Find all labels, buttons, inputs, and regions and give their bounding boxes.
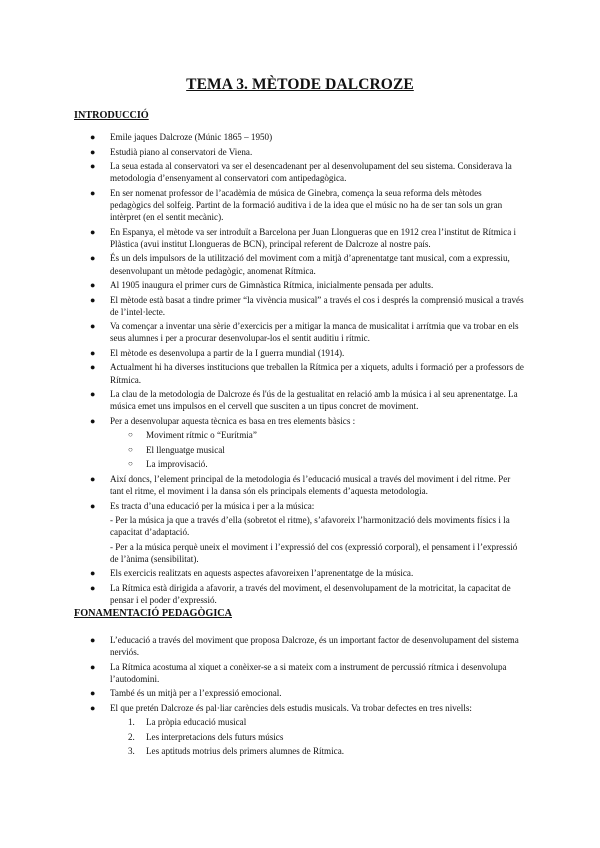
bullet-icon: ● [90, 187, 96, 198]
sublist [74, 429, 524, 470]
list-item: ● Per a desenvolupar aquesta tècnica es basa en tres elements bàsics : [90, 415, 356, 426]
list-item: ● El mètode es desenvolupa a partir de la I guerra mundial (1914). [90, 347, 345, 358]
list-item: ● És un dels impulsors de la utilització del moviment com a mitjà d’aprenentatge tant musical, com a expressiu, desenvolupant un mètode pedagògic, anomenat Rítmica. [90, 253, 510, 276]
numbered-item: 1. La pròpia educació musical [128, 717, 247, 728]
circle-bullet-icon: ○ [128, 444, 133, 454]
list-item: ● Al 1905 inaugura el primer curs de Gimnàstica Rítmica, inicialmente pensada per adults. [90, 280, 434, 291]
list-item: ● La clau de la metodologia de Dalcroze és l'ús de la gestualitat en relació amb la música i al seu aprenentatge. La música emet uns impulsos en el cervell que susciten a un tipus concret de moviment. [90, 389, 518, 412]
bullet-icon: ● [90, 226, 96, 237]
bullet-icon: ● [90, 389, 96, 400]
bullet-icon: ● [90, 161, 96, 171]
bullet-icon: ● [90, 253, 96, 264]
bullet-icon: ● [90, 146, 96, 157]
sublist-item: ○ La improvisació. [128, 459, 208, 470]
bullet-icon: ● [90, 568, 96, 579]
bullet-icon: ● [90, 635, 96, 645]
intro-list [74, 131, 524, 609]
bullet-icon: ● [90, 473, 96, 484]
paragraph-per-la-musica: - Per la música ja que a través d’ella (sobretot el ritme), s’afavoreix l’harmonització dels moviments físics i la capacitat d’adaptació. [110, 515, 510, 538]
fonamentacio-list [74, 634, 524, 760]
list-item: ● També és un mitjà per a l’expressió emocional. [90, 688, 282, 699]
list-item: ● L’educació a través del moviment que proposa Dalcroze, és un important factor de desenvolupament del sistema nerviós. [90, 635, 519, 658]
paragraph-per-a-la-musica: - Per a la música perquè uneix el moviment i l’expressió del cos (expressió corporal), el pensament i l’expressió de l’ànima (sensibilitat). [110, 541, 518, 564]
list-item: ● La seua estada al conservatori va ser el desencadenant per al desenvolupament del seu sistema. Considerava la metodologia d’ensenyament al conservatori com antipedagògica. [90, 161, 512, 184]
list-item: ● En Espanya, el mètode va ser introduït a Barcelona per Juan Llongueras que en 1912 crea l’institut de Rítmica i Plàstica (avui institut Llongueras de BCN), principal referent de Dalcroze al nostre país. [90, 226, 517, 249]
list-item: ● En ser nomenat professor de l’acadèmia de música de Ginebra, comença la seua reforma dels mètodes pedagògics del solfeig. Partint de la formació auditiva i de la idea que el músic no ha de ser tan sols un gran intèrpret (en el sentit mecànic). [90, 187, 503, 223]
list-item: ● El que pretén Dalcroze és pal·liar carències dels estudis musicals. Va trobar defectes en tres nivells: [90, 702, 472, 713]
list-item: ● La Rítmica acostuma al xiquet a conèixer-se a si mateix com a instrument de percussió rítmica i desenvolupa l’autodomini. [90, 661, 507, 684]
bullet-icon: ● [90, 500, 96, 511]
bullet-icon: ● [90, 702, 96, 713]
section-heading-fonamentacio: FONAMENTACIÓ PEDAGÒGICA [74, 608, 232, 619]
list-item: ● Es tracta d’una educació per la música i per a la música: [90, 500, 315, 511]
bullet-icon: ● [90, 280, 96, 291]
bullet-icon: ● [90, 415, 96, 426]
bullet-icon: ● [90, 688, 96, 699]
page-title: TEMA 3. MÈTODE DALCROZE [186, 76, 414, 93]
numbered-item: 3. Les aptituds motrius dels primers alumnes de Rítmica. [128, 746, 345, 757]
list-item: ● El mètode està basat a tindre primer “la vivència musical” a través el cos i després la comprensió musical a través de l’intel·lecte. [90, 294, 524, 317]
bullet-icon: ● [90, 132, 96, 142]
sublist-item: ○ Moviment rítmic o “Eurítmia” [128, 430, 257, 441]
list-item: ● Va començar a inventar una sèrie d’exercicis per a mitigar la manca de musicalitat i arrítmia que va trobar en els seus alumnes i per a procurar desenvolupar-los el sentit auditiu i rítmic. [90, 321, 519, 344]
bullet-icon: ● [90, 321, 96, 332]
bullet-icon: ● [90, 582, 96, 593]
list-item: ● Així doncs, l’element principal de la metodologia és l’educació musical a través del moviment i del ritme. Per tant el ritme, el moviment i la dansa són els principals elements d’aquesta metodologia. [90, 473, 511, 497]
sublist-item: ○ El llenguatge musical [128, 444, 225, 455]
numbered-list [74, 716, 524, 757]
circle-bullet-icon: ○ [128, 430, 133, 440]
section-heading-introduccio: INTRODUCCIÓ [74, 110, 149, 121]
sublist-container [74, 429, 524, 470]
numbered-list-container [74, 716, 524, 757]
circle-bullet-icon: ○ [128, 459, 133, 469]
bullet-icon: ● [90, 294, 96, 305]
list-item: ● Els exercicis realitzats en aquests aspectes afavoreixen l’aprenentatge de la música. [90, 568, 414, 579]
list-item: ● La Rítmica està dirigida a afavorir, a través del moviment, el desenvolupament de la motricitat, la capacitat de pensar i el poder d’expressió. [90, 582, 511, 606]
list-item: ● Actualment hi ha diverses institucions que treballen la Rítmica per a xiquets, adults i formació per a professors de Rítmica. [90, 362, 524, 385]
list-item: ● Emile jaques Dalcroze (Múnic 1865 – 1950) [90, 132, 273, 142]
list-item: ● Estudià piano al conservatori de Viena. [90, 146, 253, 157]
bullet-icon: ● [90, 347, 96, 358]
bullet-icon: ● [90, 661, 96, 672]
numbered-item: 2. Les interpretacions dels futurs músics [128, 731, 284, 742]
bullet-icon: ● [90, 362, 96, 373]
